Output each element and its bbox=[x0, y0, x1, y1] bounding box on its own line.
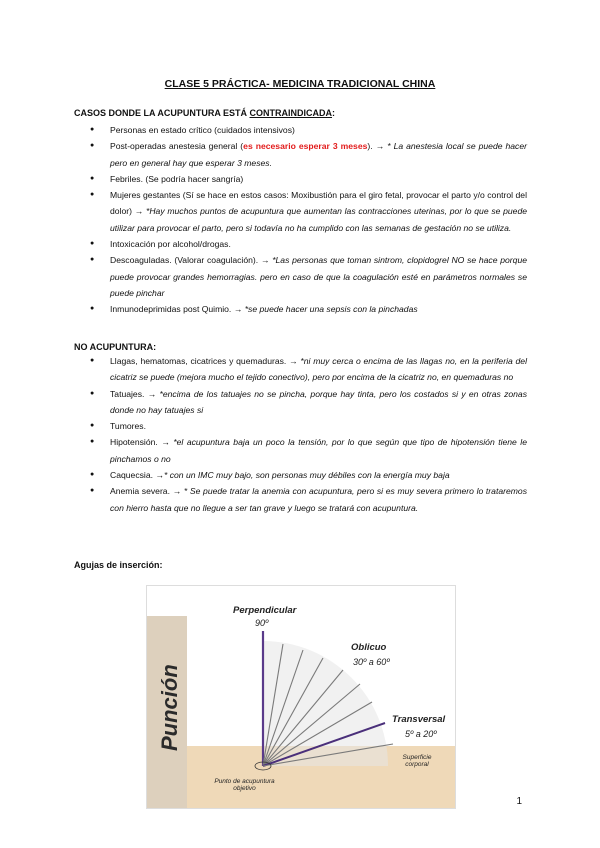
transverse-angle: 5º a 20º bbox=[405, 729, 437, 739]
list-item bbox=[0, 434, 600, 467]
list-item bbox=[0, 353, 600, 386]
list-item bbox=[0, 138, 600, 171]
highlight-text: es necesario esperar 3 meses bbox=[243, 141, 368, 152]
oblique-angle: 30º a 60º bbox=[353, 657, 390, 667]
surface-label: Superficie corporal bbox=[402, 754, 432, 768]
heading-underlined: CONTRAINDICADA bbox=[249, 108, 333, 118]
heading-prefix: CASOS DONDE LA ACUPUNTURA ESTÁ bbox=[74, 108, 250, 118]
needle-insertion-figure bbox=[146, 585, 456, 809]
item-text: Anemia severa. → bbox=[110, 486, 184, 497]
item-note: * con un IMC muy bajo, son personas muy débiles con la energía muy baja bbox=[163, 470, 450, 481]
item-note: *ni muy cerca o encima de las llagas no, en la periferia del cicatriz se puede (mejora mucho el tejido conectivo), pero por encima de la cicatriz no, en quemaduras no bbox=[110, 356, 527, 383]
item-text: Intoxicación por alcohol/drogas. bbox=[110, 239, 231, 250]
list-item bbox=[0, 301, 600, 317]
item-text: Inmunodeprimidas post Quimio. → bbox=[110, 304, 245, 315]
item-text: Caquecsia. → bbox=[110, 470, 164, 481]
page-number: 1 bbox=[516, 796, 522, 807]
list-item bbox=[0, 418, 600, 434]
heading-suffix: : bbox=[332, 108, 336, 118]
list-item bbox=[0, 187, 600, 236]
page-title: CLASE 5 PRÁCTICA- MEDICINA TRADICIONAL CHINA bbox=[164, 78, 436, 90]
list-item bbox=[0, 236, 600, 252]
item-text: Febriles. (Se podría hacer sangría) bbox=[110, 173, 244, 184]
perpendicular-label: Perpendicular bbox=[233, 605, 297, 616]
no-acupuncture-list bbox=[0, 353, 600, 516]
item-note: *encima de los tatuajes no se pincha, porque hay tinta, pero los costados si y en otras zonas donde no hay tatuajes si bbox=[110, 388, 528, 415]
target-label: Punto de acupuntura objetivo bbox=[214, 778, 275, 792]
section-no-acupuncture-heading: NO ACUPUNTURA: bbox=[74, 342, 157, 352]
item-note: *se puede hacer una sepsis con la pinchadas bbox=[244, 304, 418, 315]
transverse-label: Transversal bbox=[392, 714, 446, 725]
item-note: *el acupuntura baja un poco la tensión, por lo que según que tipo de hipotensión tiene le pinchamos o no bbox=[110, 437, 527, 464]
needle-angle-diagram bbox=[147, 586, 455, 808]
item-text: Descoaguladas. (Valorar coagulación). → bbox=[110, 255, 273, 266]
item-text: Hipotensión. → bbox=[110, 437, 174, 448]
side-label: Punción bbox=[157, 664, 182, 751]
item-text: Mujeres gestantes (Sí se hace en estos casos: Moxibustión para el giro fetal, provocar el parto y/o control del dolor) → bbox=[110, 190, 527, 217]
list-item bbox=[0, 483, 600, 516]
section-needles-heading: Agujas de inserción: bbox=[74, 560, 163, 570]
item-text: Llagas, hematomas, cicatrices y quemaduras. → bbox=[110, 356, 301, 366]
target-label-box bbox=[207, 778, 282, 808]
item-text: Tatuajes. → bbox=[110, 388, 160, 399]
item-text: ). → bbox=[367, 141, 388, 152]
section-contraindicated-heading bbox=[74, 108, 335, 118]
contraindications-list bbox=[0, 122, 600, 318]
oblique-label: Oblicuo bbox=[351, 642, 387, 653]
list-item bbox=[0, 171, 600, 187]
list-item bbox=[0, 386, 600, 419]
item-text: Personas en estado crítico (cuidados intensivos) bbox=[110, 125, 295, 135]
surface-label-box bbox=[392, 754, 442, 774]
list-item bbox=[0, 122, 600, 138]
list-item bbox=[0, 252, 600, 301]
perpendicular-angle: 90º bbox=[255, 618, 269, 628]
item-note: *Las personas que toman sintrom, clopidogrel NO se hace porque puede provocar grandes hemorragias. pero en caso de que la coagulación esté en parámetros normales se puede pinchar bbox=[110, 255, 527, 298]
item-text: Tumores. bbox=[110, 421, 146, 432]
list-item bbox=[0, 467, 600, 483]
item-note: * La anestesia local se puede hacer pero en general hay que esperar 3 meses. bbox=[110, 141, 527, 168]
item-note: * Se puede tratar la anemia con acupuntura, pero si es muy severa primero lo trataremos con hierro hasta que no llegue a ser tan grave y luego se tratará con acupuntura. bbox=[110, 486, 527, 513]
item-note: *Hay muchos puntos de acupuntura que aumentan las contracciones uterinas, por lo que se puede utilizar para provocar el parto, pero si todavía no ha cumplido con las semanas de gestación no se utiliza. bbox=[110, 206, 527, 233]
item-text: Post-operadas anestesia general ( bbox=[110, 141, 244, 152]
